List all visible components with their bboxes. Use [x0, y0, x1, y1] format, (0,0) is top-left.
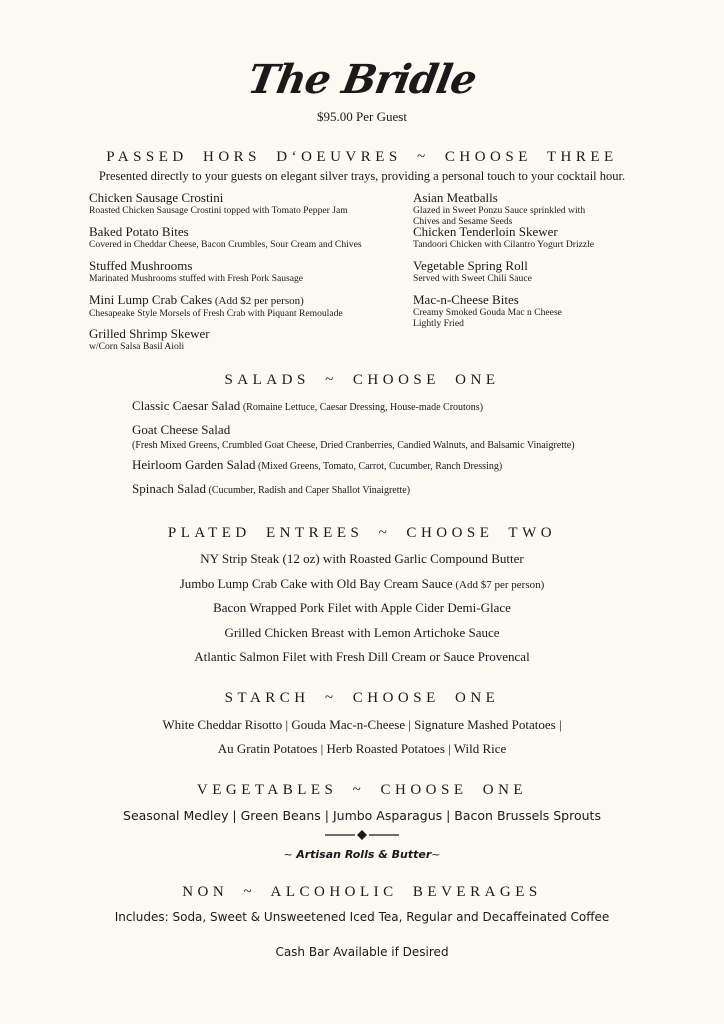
list-item: [132, 397, 692, 420]
starch-line: White Cheddar Risotto | Gouda Mac-n-Cheese | Signature Mashed Potatoes |: [162, 717, 562, 732]
entree-name: Bacon Wrapped Pork Filet with Apple Cider Demi-Glace: [213, 600, 511, 615]
list-item: [89, 259, 409, 293]
list-item: [89, 191, 409, 225]
entree-upcharge: (Add $7 per person): [452, 578, 545, 591]
salads-heading: SALADS ~ CHOOSE ONE: [224, 372, 500, 388]
starch-options: [0, 713, 724, 761]
item-description: Lightly Fried: [413, 318, 464, 329]
item-name: Mac-n-Cheese Bites: [413, 292, 519, 307]
item-name: Grilled Shrimp Skewer: [89, 326, 210, 341]
vegetable-options: Seasonal Medley | Green Beans | Jumbo Asparagus | Bacon Brussels Sprouts: [123, 808, 601, 823]
item-upcharge: (Add $2 per person): [212, 295, 304, 307]
item-description: Glazed in Sweet Ponzu Sauce sprinkled with: [413, 205, 586, 216]
item-name: Stuffed Mushrooms: [89, 258, 193, 273]
salad-name: Classic Caesar Salad: [132, 398, 241, 413]
beverages-heading: NON ~ ALCOHOLIC BEVERAGES: [182, 884, 542, 900]
item-name: Mini Lump Crab Cakes: [89, 292, 213, 307]
salad-description: (Romaine Lettuce, Caesar Dressing, House-made Croutons): [240, 402, 484, 413]
salad-name: Spinach Salad: [132, 481, 207, 496]
rolls-text: Artisan Rolls & Butter: [296, 848, 432, 861]
item-description: Served with Sweet Chili Sauce: [413, 273, 532, 284]
salad-description: (Cucumber, Radish and Caper Shallot Vinaigrette): [206, 485, 411, 496]
salad-description: (Fresh Mixed Greens, Crumbled Goat Cheese, Dried Cranberries, Candied Walnuts, and Balsamic Vinaigrette): [132, 440, 575, 451]
hors-intro: Presented directly to your guests on elegant silver trays, providing a personal touch to your cocktail hour.: [98, 169, 626, 183]
hors-left-column: [89, 191, 409, 361]
starch-heading: STARCH ~ CHOOSE ONE: [224, 690, 500, 706]
entree-name: Jumbo Lump Crab Cake with Old Bay Cream Sauce: [179, 575, 453, 591]
diamond-divider-icon: [325, 829, 399, 841]
entrees-heading: PLATED ENTREES ~ CHOOSE TWO: [167, 525, 557, 541]
item-name: Vegetable Spring Roll: [413, 258, 528, 273]
menu-title: The Bridle: [244, 56, 480, 103]
salad-name: Goat Cheese Salad: [132, 422, 231, 437]
list-item: [0, 547, 724, 572]
entree-name: Atlantic Salmon Filet with Fresh Dill Cream or Sauce Provencal: [194, 649, 530, 664]
list-item: [132, 456, 692, 479]
item-name: Chicken Tenderloin Skewer: [413, 224, 558, 239]
cash-bar-note: Cash Bar Available if Desired: [275, 945, 449, 959]
item-name: Asian Meatballs: [413, 190, 498, 205]
list-item: [89, 327, 409, 361]
item-name: Chicken Sausage Crostini: [89, 190, 224, 205]
entree-name: NY Strip Steak (12 oz) with Roasted Garlic Compound Butter: [200, 551, 524, 566]
item-description: Creamy Smoked Gouda Mac n Cheese: [413, 307, 562, 318]
list-item: [132, 421, 692, 455]
list-item: [89, 225, 409, 259]
list-item: [132, 480, 692, 503]
item-description: Chives and Sesame Seeds: [413, 216, 513, 227]
list-item: [89, 293, 409, 327]
item-description: Tandoori Chicken with Cilantro Yogurt Drizzle: [413, 239, 595, 250]
list-item: [413, 259, 713, 293]
beverages-line: Includes: Soda, Sweet & Unsweetened Iced Tea, Regular and Decaffeinated Coffee: [114, 910, 610, 924]
salads-list: [132, 397, 692, 504]
item-description: w/Corn Salsa Basil Aioli: [89, 341, 185, 352]
item-description: Marinated Mushrooms stuffed with Fresh Pork Sausage: [89, 273, 304, 284]
price-per-guest: $95.00 Per Guest: [317, 109, 407, 124]
hors-heading: PASSED HORS D‘OEUVRES ~ CHOOSE THREE: [106, 149, 618, 165]
salad-description: (Mixed Greens, Tomato, Carrot, Cucumber, Ranch Dressing): [255, 461, 503, 472]
item-description: Roasted Chicken Sausage Crostini topped with Tomato Pepper Jam: [89, 205, 348, 216]
list-item: [413, 225, 713, 259]
item-description: Covered in Cheddar Cheese, Bacon Crumbles, Sour Cream and Chives: [89, 239, 362, 250]
item-name: Baked Potato Bites: [89, 224, 189, 239]
list-item: [0, 572, 724, 597]
item-description: Chesapeake Style Morsels of Fresh Crab with Piquant Remoulade: [89, 308, 343, 319]
list-item: [0, 596, 724, 621]
list-item: [413, 191, 713, 225]
entree-name: Grilled Chicken Breast with Lemon Artichoke Sauce: [224, 624, 500, 640]
rolls-note: ~ Artisan Rolls & Butter~: [283, 848, 441, 861]
hors-right-column: [413, 191, 713, 327]
entrees-list: [0, 547, 724, 670]
list-item: [0, 621, 724, 646]
vegetables-heading: VEGETABLES ~ CHOOSE ONE: [196, 782, 528, 798]
starch-line: Au Gratin Potatoes | Herb Roasted Potatoes | Wild Rice: [217, 741, 507, 756]
list-item: [0, 645, 724, 670]
salad-name: Heirloom Garden Salad: [132, 457, 256, 472]
list-item: [413, 293, 713, 327]
